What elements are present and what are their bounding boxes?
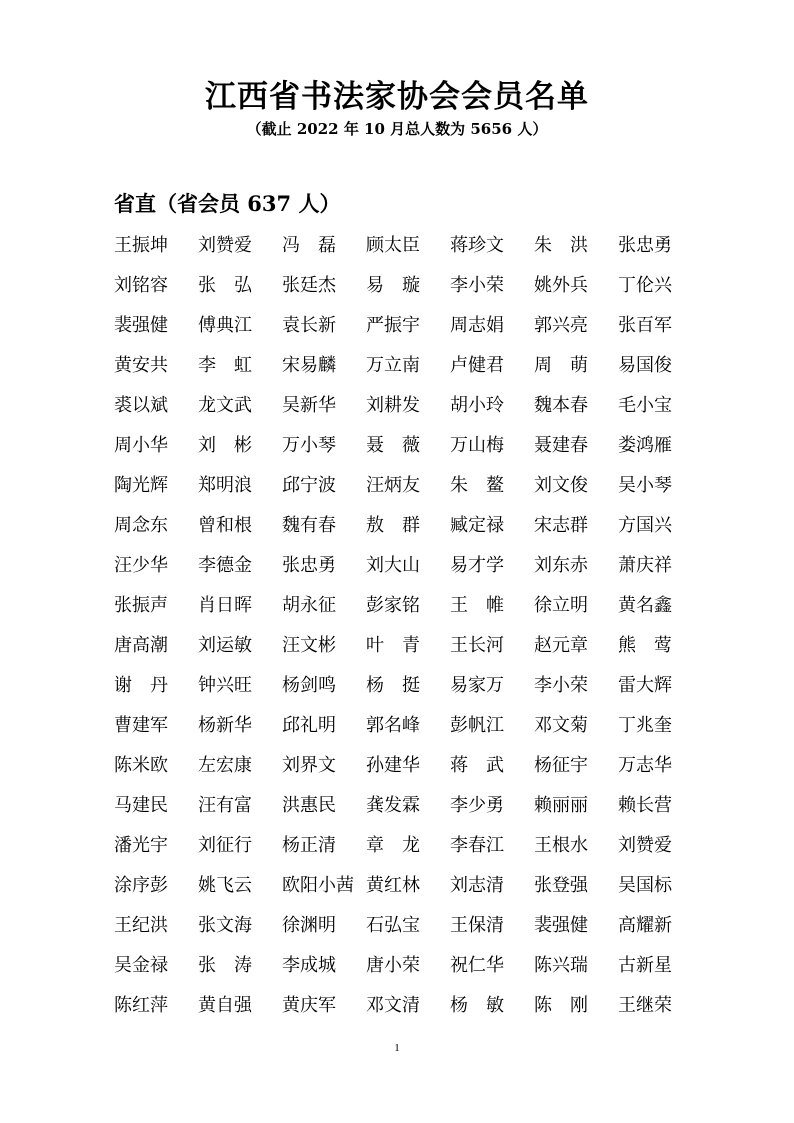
member-name: 胡永征 xyxy=(282,595,336,616)
member-name: 徐渊明 xyxy=(282,915,336,936)
section-heading: 省直（省会员 637 人） xyxy=(114,191,341,216)
member-name: 熊 莺 xyxy=(618,635,672,656)
member-name: 刘赞爱 xyxy=(618,835,672,856)
member-name: 丁伦兴 xyxy=(618,275,672,296)
member-name: 朱 鳌 xyxy=(450,475,504,496)
member-name: 李成城 xyxy=(282,955,336,976)
member-name: 李小荣 xyxy=(450,275,504,296)
member-name: 赖丽丽 xyxy=(534,795,588,816)
member-name: 王振坤 xyxy=(114,235,168,256)
member-name: 宋易麟 xyxy=(282,355,336,376)
member-name: 李小荣 xyxy=(534,675,588,696)
member-name: 陈红萍 xyxy=(114,995,168,1016)
member-name: 聂建春 xyxy=(534,435,588,456)
member-name: 叶 青 xyxy=(366,635,420,656)
member-name: 傅典江 xyxy=(198,315,252,336)
member-name: 张 弘 xyxy=(198,275,252,296)
member-name: 吴新华 xyxy=(282,395,336,416)
member-name: 周念东 xyxy=(114,515,168,536)
member-name: 易 璇 xyxy=(366,275,420,296)
member-name: 王保清 xyxy=(450,915,504,936)
member-name: 裘以斌 xyxy=(114,395,168,416)
member-name: 杨 挺 xyxy=(366,675,420,696)
member-name: 朱 洪 xyxy=(534,235,588,256)
member-name: 万山梅 xyxy=(450,435,504,456)
member-name: 王长河 xyxy=(450,635,504,656)
member-name: 刘东赤 xyxy=(534,555,588,576)
member-name: 敖 群 xyxy=(366,515,420,536)
member-name: 郭名峰 xyxy=(366,715,420,736)
member-name: 方国兴 xyxy=(618,515,672,536)
member-name: 左宏康 xyxy=(198,755,252,776)
member-name: 宋志群 xyxy=(534,515,588,536)
member-name: 吴国标 xyxy=(618,875,672,896)
member-name: 姚外兵 xyxy=(534,275,588,296)
member-name: 唐小荣 xyxy=(366,955,420,976)
member-name: 刘耕发 xyxy=(366,395,420,416)
member-name: 张文海 xyxy=(198,915,252,936)
member-name: 杨正清 xyxy=(282,835,336,856)
member-name: 臧定禄 xyxy=(450,515,504,536)
member-name: 陈米欧 xyxy=(114,755,168,776)
member-name: 王继荣 xyxy=(618,995,672,1016)
member-name: 周志娟 xyxy=(450,315,504,336)
member-name: 裴强健 xyxy=(534,915,588,936)
member-name: 刘赞爱 xyxy=(198,235,252,256)
member-name: 萧庆祥 xyxy=(618,555,672,576)
member-name: 汪有富 xyxy=(198,795,252,816)
member-name: 陈 刚 xyxy=(534,995,588,1016)
member-name: 彭帆江 xyxy=(450,715,504,736)
member-name: 汪少华 xyxy=(114,555,168,576)
member-name: 张忠勇 xyxy=(282,555,336,576)
member-name: 万志华 xyxy=(618,755,672,776)
member-name: 刘运敏 xyxy=(198,635,252,656)
member-name: 潘光宇 xyxy=(114,835,168,856)
member-name: 李少勇 xyxy=(450,795,504,816)
member-name: 李春江 xyxy=(450,835,504,856)
member-name: 黄安共 xyxy=(114,355,168,376)
member-name: 张忠勇 xyxy=(618,235,672,256)
member-name: 石弘宝 xyxy=(366,915,420,936)
member-name: 黄自强 xyxy=(198,995,252,1016)
member-name: 黄名鑫 xyxy=(618,595,672,616)
member-name: 卢健君 xyxy=(450,355,504,376)
member-name: 王根水 xyxy=(534,835,588,856)
member-name: 张廷杰 xyxy=(282,275,336,296)
member-name: 易才学 xyxy=(450,555,504,576)
member-name-grid xyxy=(114,226,694,1026)
member-name: 万小琴 xyxy=(282,435,336,456)
member-name: 周小华 xyxy=(114,435,168,456)
member-name: 杨征宇 xyxy=(534,755,588,776)
member-name: 钟兴旺 xyxy=(198,675,252,696)
member-name: 裴强健 xyxy=(114,315,168,336)
member-name: 陈兴瑞 xyxy=(534,955,588,976)
member-name: 徐立明 xyxy=(534,595,588,616)
member-name: 马建民 xyxy=(114,795,168,816)
member-name: 聂 薇 xyxy=(366,435,420,456)
member-name: 冯 磊 xyxy=(282,235,336,256)
member-name: 刘志清 xyxy=(450,875,504,896)
member-name: 易家万 xyxy=(450,675,504,696)
member-name: 郑明浪 xyxy=(198,475,252,496)
member-name: 曹建军 xyxy=(114,715,168,736)
member-name: 唐高潮 xyxy=(114,635,168,656)
member-name: 刘大山 xyxy=(366,555,420,576)
member-name: 李德金 xyxy=(198,555,252,576)
member-name: 张 涛 xyxy=(198,955,252,976)
member-name: 刘 彬 xyxy=(198,435,252,456)
member-name: 刘界文 xyxy=(282,755,336,776)
member-name: 邱礼明 xyxy=(282,715,336,736)
member-name: 毛小宝 xyxy=(618,395,672,416)
member-name: 丁兆奎 xyxy=(618,715,672,736)
member-name: 孙建华 xyxy=(366,755,420,776)
member-name: 袁长新 xyxy=(282,315,336,336)
member-name: 张百军 xyxy=(618,315,672,336)
member-name: 邓文清 xyxy=(366,995,420,1016)
member-name: 姚飞云 xyxy=(198,875,252,896)
member-name: 魏有春 xyxy=(282,515,336,536)
member-name: 张振声 xyxy=(114,595,168,616)
member-name: 杨剑鸣 xyxy=(282,675,336,696)
member-name: 曾和根 xyxy=(198,515,252,536)
member-name: 赵元章 xyxy=(534,635,588,656)
member-name: 肖日晖 xyxy=(198,595,252,616)
member-name: 吴小琴 xyxy=(618,475,672,496)
member-name: 祝仁华 xyxy=(450,955,504,976)
member-name: 杨 敏 xyxy=(450,995,504,1016)
member-name: 龙文武 xyxy=(198,395,252,416)
member-name: 蒋珍文 xyxy=(450,235,504,256)
member-name: 汪文彬 xyxy=(282,635,336,656)
member-name: 汪炳友 xyxy=(366,475,420,496)
member-name: 吴金禄 xyxy=(114,955,168,976)
document-title: 江西省书法家协会会员名单 xyxy=(205,79,589,115)
member-name: 邓文菊 xyxy=(534,715,588,736)
member-name: 赖长营 xyxy=(618,795,672,816)
member-name: 欧阳小茜 xyxy=(282,875,354,896)
member-name: 刘文俊 xyxy=(534,475,588,496)
member-name: 高耀新 xyxy=(618,915,672,936)
member-name: 邱宁波 xyxy=(282,475,336,496)
member-name: 胡小玲 xyxy=(450,395,504,416)
member-name: 涂序彭 xyxy=(114,875,168,896)
member-name: 蒋 武 xyxy=(450,755,504,776)
member-name: 严振宇 xyxy=(366,315,420,336)
member-name: 周 萌 xyxy=(534,355,588,376)
member-name: 易国俊 xyxy=(618,355,672,376)
member-name: 张登强 xyxy=(534,875,588,896)
member-name: 龚发霖 xyxy=(366,795,420,816)
member-name: 魏本春 xyxy=(534,395,588,416)
member-name: 黄红林 xyxy=(366,875,420,896)
member-name: 章 龙 xyxy=(366,835,420,856)
member-name: 王纪洪 xyxy=(114,915,168,936)
member-name: 万立南 xyxy=(366,355,420,376)
member-name: 陶光辉 xyxy=(114,475,168,496)
member-name: 刘铭容 xyxy=(114,275,168,296)
member-name: 雷大辉 xyxy=(618,675,672,696)
member-name: 王 帷 xyxy=(450,595,504,616)
member-name: 郭兴亮 xyxy=(534,315,588,336)
page-number: 1 xyxy=(394,1042,400,1054)
member-name: 彭家铭 xyxy=(366,595,420,616)
document-subtitle: （截止 2022 年 10 月总人数为 5656 人） xyxy=(246,120,548,138)
member-name: 洪惠民 xyxy=(282,795,336,816)
member-name: 李 虹 xyxy=(198,355,252,376)
member-name: 谢 丹 xyxy=(114,675,168,696)
member-name: 古新星 xyxy=(618,955,672,976)
member-name: 刘征行 xyxy=(198,835,252,856)
member-name: 黄庆军 xyxy=(282,995,336,1016)
member-name: 娄鸿雁 xyxy=(618,435,672,456)
member-name: 顾太臣 xyxy=(366,235,420,256)
member-name: 杨新华 xyxy=(198,715,252,736)
